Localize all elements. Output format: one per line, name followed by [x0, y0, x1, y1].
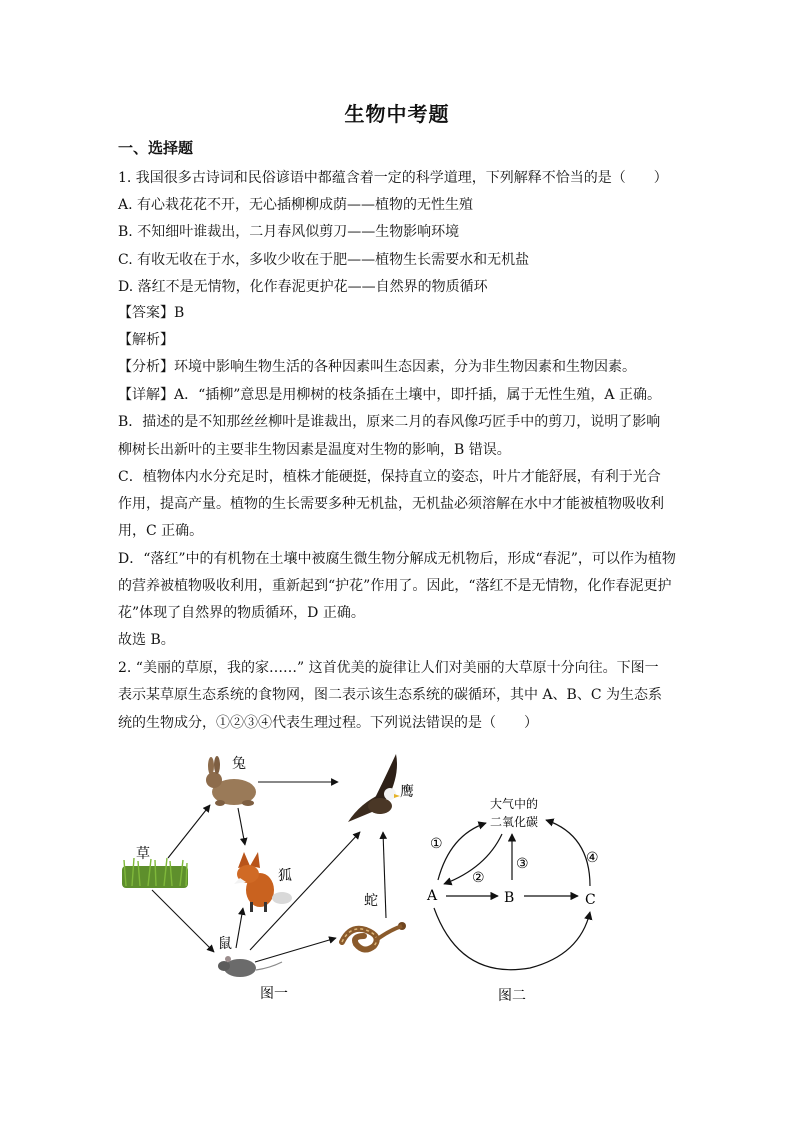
arrow-process-4 [546, 820, 590, 886]
grass-label: 草 [136, 846, 150, 862]
q2-stem-line: 表示某草原生态系统的食物网，图二表示该生态系统的碳循环，其中 A、B、C 为生态系 [118, 687, 663, 703]
process-3-label: ③ [516, 856, 529, 872]
food-web-figure [110, 740, 430, 1010]
arrow-grass-rabbit [168, 805, 210, 858]
q2-stem-line: 2. “美丽的草原，我的家……” 这首优美的旋律让人们对美丽的大草原十分向往。下图一 [118, 660, 659, 676]
node-c: C [585, 892, 596, 908]
q1-answer: 【答案】B [118, 305, 185, 321]
mouse-image [218, 956, 282, 977]
node-b: B [504, 890, 515, 906]
q1-option-b: B. 不知细叶谁裁出，二月春风似剪刀——生物影响环境 [118, 224, 460, 240]
arrow-mouse-snake [255, 938, 336, 962]
snake-image [342, 922, 406, 950]
section-heading: 一、选择题 [118, 139, 194, 157]
eagle-label: 鹰 [400, 784, 414, 800]
q1-analysis-line: 【详解】A．“插柳”意思是用柳树的枝条插在土壤中，即扦插，属于无性生殖，A 正确。 [118, 387, 661, 403]
snake-label: 蛇 [364, 893, 378, 909]
process-2-label: ② [472, 870, 485, 886]
q1-analysis-line: C．植物体内水分充足时，植株才能硬挺，保持直立的姿态，叶片才能舒展，有利于光合 [118, 469, 661, 485]
grass-image [122, 858, 188, 888]
process-4-label: ④ [586, 850, 599, 866]
rabbit-label: 兔 [232, 756, 246, 772]
rabbit-image [206, 756, 256, 806]
q2-stem-line: 统的生物成分，①②③④代表生理过程。下列说法错误的是（ ） [118, 715, 538, 731]
eagle-image [348, 754, 400, 822]
q1-analysis-line: 柳树长出新叶的主要非生物因素是温度对生物的影响，B 错误。 [118, 442, 511, 458]
page-title: 生物中考题 [344, 102, 450, 126]
process-1-label: ① [430, 836, 443, 852]
q1-analysis-line: 作用，提高产量。植物的生长需要多种无机盐，无机盐必须溶解在水中才能被植物吸收利 [118, 496, 664, 512]
arrow-a-c [434, 908, 590, 970]
q1-option-a: A. 有心栽花花不开，无心插柳柳成荫——植物的无性生殖 [118, 197, 474, 213]
q1-analysis-line: 用，C 正确。 [118, 523, 204, 539]
mouse-label: 鼠 [218, 936, 232, 952]
co2-label-line1: 大气中的 [490, 797, 539, 811]
figure1-caption: 图一 [260, 986, 288, 1002]
arrow-mouse-fox [236, 908, 243, 948]
co2-label-line2: 二氧化碳 [490, 815, 539, 829]
fox-label: 狐 [278, 868, 292, 884]
arrow-rabbit-fox [238, 808, 245, 845]
q1-analysis-line: 故选 B。 [118, 632, 175, 648]
node-a: A [427, 888, 438, 904]
q1-analysis-line: 【分析】环境中影响生物生活的各种因素叫生态因素，分为非生物因素和生物因素。 [118, 359, 636, 375]
carbon-cycle-figure [420, 790, 620, 1010]
q1-analysis-line: 花”体现了自然界的物质循环，D 正确。 [118, 605, 365, 621]
q1-analysis-line: D．“落红”中的有机物在土壤中被腐生微生物分解成无机物后，形成“春泥”，可以作为植物 [118, 551, 676, 567]
q1-option-c: C. 有收无收在于水，多收少收在于肥——植物生长需要水和无机盐 [118, 252, 530, 268]
q1-analysis-line: 的营养被植物吸收利用，重新起到“护花”作用了。因此，“落红不是无情物，化作春泥更护 [118, 578, 672, 594]
q1-analysis-heading: 【解析】 [118, 332, 174, 348]
q1-option-d: D. 落红不是无情物，化作春泥更护花——自然界的物质循环 [118, 279, 488, 295]
q1-analysis-line: B．描述的是不知那丝丝柳叶是谁裁出，原来二月的春风像巧匠手中的剪刀，说明了影响 [118, 414, 661, 430]
q1-stem: 1. 我国很多古诗词和民俗谚语中都蕴含着一定的科学道理，下列解释不恰当的是（ ） [118, 170, 668, 186]
arrow-snake-eagle [383, 832, 386, 918]
figure2-caption: 图二 [498, 988, 526, 1004]
arrow-grass-mouse [152, 890, 214, 952]
